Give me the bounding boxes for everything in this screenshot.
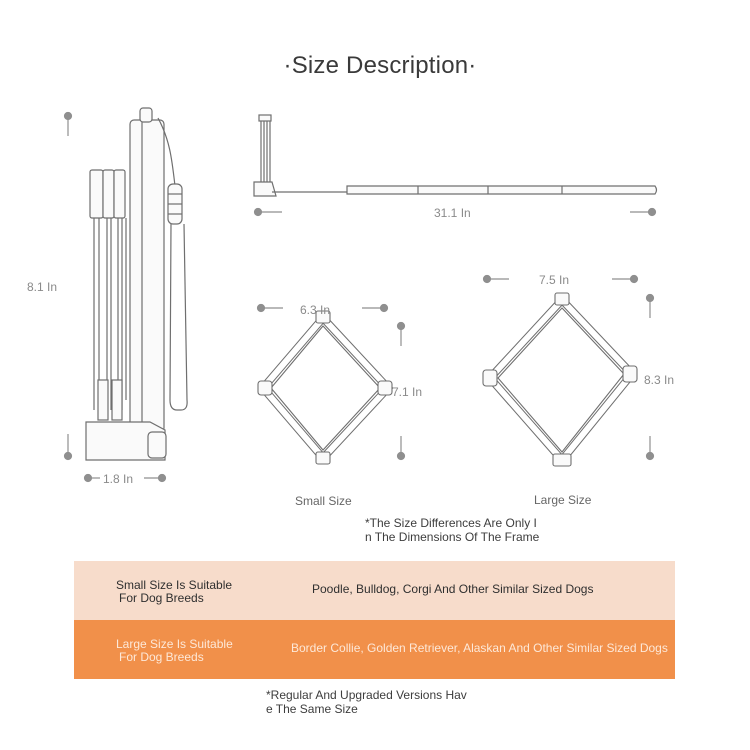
small-size-breeds: Poodle, Bulldog, Corgi And Other Similar Sized Dogs [312, 582, 594, 596]
small-size-caption: Small Size [295, 494, 352, 508]
folded-width-label: 1.8 In [103, 472, 134, 486]
large-size-caption: Large Size [534, 493, 592, 507]
versions-note [266, 688, 467, 716]
frame-note-line-1: *The Size Differences Are Only I [365, 516, 537, 530]
large-frame-illustration [483, 293, 637, 466]
large-size-breeds: Border Collie, Golden Retriever, Alaskan And Other Similar Sized Dogs [291, 641, 668, 655]
small-left-line-1: Small Size Is Suitable [116, 578, 233, 592]
large-size-row [74, 620, 675, 679]
large-size-suitability [116, 638, 233, 664]
unfolded-rod-illustration [254, 115, 657, 196]
versions-note-line-2: e The Same Size [266, 702, 358, 716]
small-size-row [74, 561, 675, 620]
page-title: ·Size Description· [283, 52, 477, 79]
folded-product-illustration [86, 108, 187, 460]
small-frame-illustration [258, 311, 392, 464]
small-left-line-2: For Dog Breeds [119, 591, 204, 605]
large-left-line-1: Large Size Is Suitable [116, 637, 233, 651]
small-size-suitability [116, 579, 232, 605]
frame-difference-note [365, 516, 539, 544]
frame-note-line-2: n The Dimensions Of The Frame [365, 530, 540, 544]
unfolded-length-label: 31.1 In [434, 206, 471, 220]
large-height-label: 8.3 In [644, 373, 675, 387]
small-width-label: 6.3 In [300, 303, 331, 317]
versions-note-line-1: *Regular And Upgraded Versions Hav [266, 688, 467, 702]
folded-height-label: 8.1 In [27, 280, 58, 294]
large-left-line-2: For Dog Breeds [119, 650, 204, 664]
small-height-label: 7.1 In [392, 385, 423, 399]
large-width-label: 7.5 In [539, 273, 570, 287]
